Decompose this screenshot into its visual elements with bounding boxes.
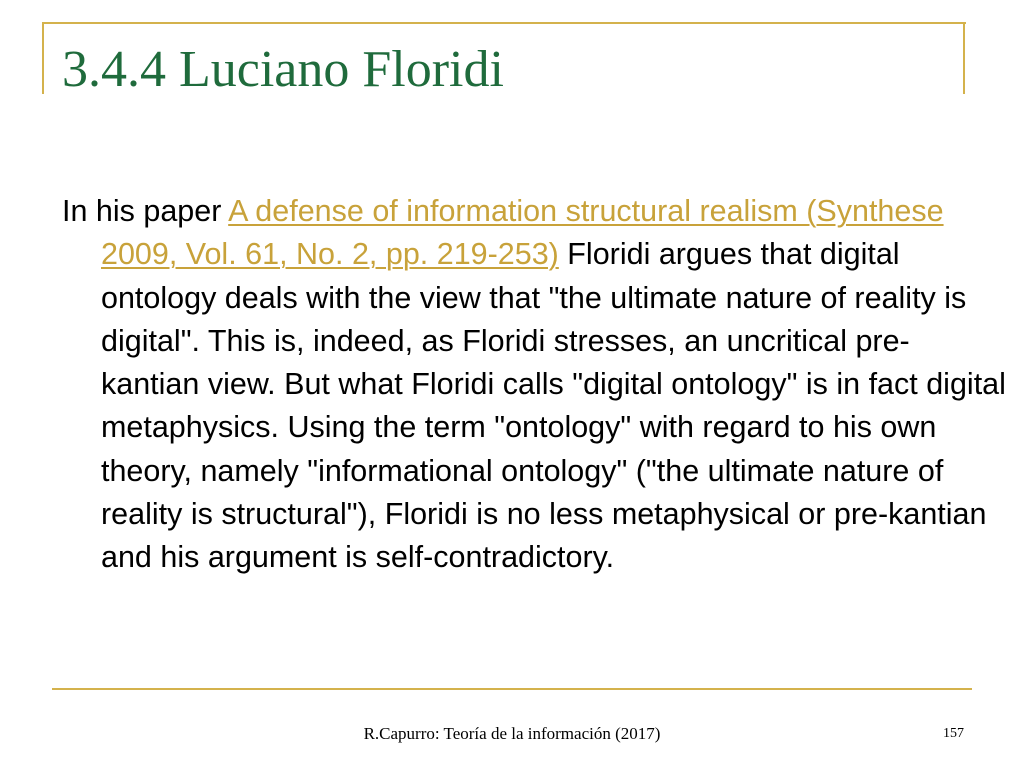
body-paragraph [62, 190, 1006, 580]
paper-link[interactable]: A defense of information structural realism (Synthese 2009, Vol. 61, No. 2, pp. 219-253) [101, 194, 944, 272]
footer-divider-line [52, 688, 972, 690]
slide-title: 3.4.4 Luciano Floridi [62, 41, 504, 98]
left-border-line [42, 22, 44, 94]
top-border-line [42, 22, 966, 24]
body-text: Floridi argues that digital ontology deals with the view that "the ultimate nature of reality is digital". This is, indeed, as Floridi stresses, an uncritical pre-kantian view. But what Floridi calls "digital ontology" is in fact digital metaphysics. Using the term "ontology" with regard to his own theory, namely "informational ontology" ("the ultimate nature of reality is structural"), Floridi is no less metaphysical or pre-kantian and his argument is self-contradictory. [101, 237, 1006, 575]
right-border-line [963, 22, 965, 94]
footer-text: R.Capurro: Teoría de la información (2017) [363, 724, 661, 743]
page-number: 157 [943, 726, 964, 741]
body-intro: In his paper [62, 194, 229, 228]
